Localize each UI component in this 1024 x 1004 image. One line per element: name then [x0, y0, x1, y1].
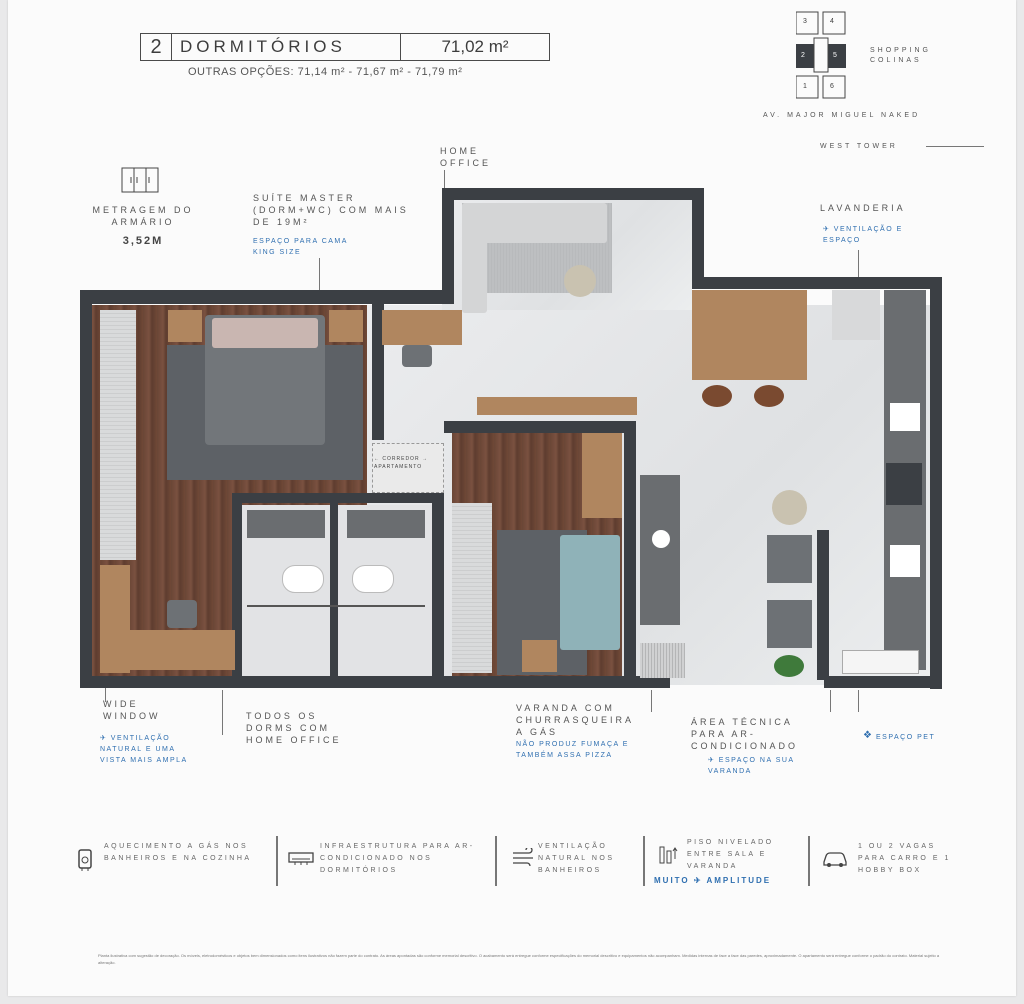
- feature-parking: 1 OU 2 VAGAS PARA CARRO E 1 HOBBY BOX: [858, 843, 951, 874]
- wardrobe-suite: [100, 310, 136, 560]
- armario-value: 3,52M: [122, 235, 164, 247]
- block-6: 6: [830, 83, 834, 90]
- wall-balcony: [817, 530, 829, 680]
- office-chair: [402, 345, 432, 367]
- title-box: [140, 33, 550, 61]
- sink-bath-1: [247, 510, 325, 538]
- bed2-desk: [582, 433, 622, 518]
- air-conditioner-icon: [288, 852, 314, 871]
- feature-floor: PISO NIVELADO ENTRE SALA E VARANDA: [687, 839, 774, 870]
- wall-bath-right: [432, 493, 444, 678]
- divider-1: [276, 836, 278, 886]
- wall-tv-left: [442, 188, 454, 304]
- block-4: 4: [830, 18, 834, 25]
- divider-3: [643, 836, 645, 886]
- wall-bath-middle: [330, 503, 338, 678]
- pet-space: [842, 650, 919, 674]
- wall-bed2-top: [444, 421, 634, 433]
- brochure-sheet: [8, 0, 1016, 996]
- feature-floor-highlight: MUITO ✈ AMPLITUDE: [654, 876, 772, 885]
- wall-bed2-right: [624, 421, 636, 679]
- area-tecnica-note: ✈ ESPAÇO NA SUA VARANDA: [708, 757, 795, 775]
- coffee-table: [564, 265, 596, 297]
- area-options: OUTRAS OPÇÕES: 71,14 m² - 71,67 m² - 71,79 m²: [188, 66, 463, 78]
- lavanderia-label: LAVANDERIA: [820, 203, 906, 213]
- armchair-2: [767, 600, 812, 648]
- dorms-leader: [222, 690, 223, 735]
- corredor-label: ← CORREDOR → APARTAMENTO: [374, 456, 428, 470]
- fridge-sink: [890, 545, 920, 577]
- floor-plan: [72, 185, 944, 690]
- paw-icon: ❖: [863, 730, 872, 741]
- ac-unit: [640, 643, 685, 678]
- side-table: [772, 490, 807, 525]
- balcony-sink: [652, 530, 670, 548]
- tower-line: [926, 146, 984, 147]
- water-heater-icon: [76, 848, 94, 877]
- feature-ventilation: VENTILAÇÃO NATURAL NOS BANHEIROS: [538, 843, 615, 874]
- title-label: DORMITÓRIOS: [172, 34, 401, 60]
- cooktop: [886, 463, 922, 505]
- toilet-2: [352, 565, 394, 593]
- block-3: 3: [803, 18, 807, 25]
- suite-title: SUÍTE MASTER (DORM+WC) COM MAIS DE 19M²: [253, 193, 409, 227]
- block-1: 1: [803, 83, 807, 90]
- sink-bath-2: [347, 510, 425, 538]
- title-number: 2: [141, 34, 172, 60]
- wall-tv-right: [692, 188, 704, 288]
- stool-1: [702, 385, 732, 407]
- pet-leader: [858, 690, 859, 712]
- location-map: [796, 10, 856, 100]
- tv-console: [477, 397, 637, 415]
- suite-desk: [100, 630, 235, 670]
- car-icon: [822, 850, 848, 873]
- avenue-label: AV. MAJOR MIGUEL NAKED: [763, 112, 921, 119]
- shopping-label: SHOPPING COLINAS: [870, 47, 931, 64]
- wall-bottom: [80, 676, 670, 688]
- wall-bottom-right: [824, 676, 942, 688]
- armchair-1: [767, 535, 812, 583]
- nightstand-left: [168, 310, 202, 342]
- block-2: 2: [801, 52, 805, 59]
- suite-chair: [167, 600, 197, 628]
- varanda-label: VARANDA COM CHURRASQUEIRA A GÁS: [516, 703, 634, 737]
- wide-window-label: WIDE WINDOW: [103, 699, 161, 721]
- block-5: 5: [833, 52, 837, 59]
- wall-top-suite: [80, 290, 372, 304]
- varanda-note: NÃO PRODUZ FUMAÇA E TAMBÉM ASSA PIZZA: [516, 741, 629, 759]
- sofa-chaise: [462, 203, 487, 313]
- stool-2: [754, 385, 784, 407]
- suite-note: ESPAÇO PARA CAMA KING SIZE: [253, 238, 348, 256]
- divider-2: [495, 836, 497, 886]
- feature-ac: INFRAESTRUTURA PARA AR-CONDICIONADO NOS DORMITÓRIOS: [320, 843, 475, 874]
- espaco-pet-label: ESPAÇO PET: [876, 734, 936, 741]
- divider-4: [808, 836, 810, 886]
- feature-heating: AQUECIMENTO A GÁS NOS BANHEIROS E NA COZINHA: [104, 843, 252, 862]
- bed2-nightstand: [522, 640, 557, 672]
- wall-bath-top: [232, 493, 442, 503]
- nightstand-right: [329, 310, 363, 342]
- wardrobe-bed2: [452, 503, 492, 673]
- area-tecnica-label: ÁREA TÉCNICA PARA AR-CONDICIONADO: [691, 717, 799, 751]
- tower-label: WEST TOWER: [820, 143, 898, 150]
- office-desk: [382, 310, 462, 345]
- wall-left: [80, 290, 92, 688]
- wind-icon: [511, 848, 537, 871]
- dining-table: [692, 290, 807, 380]
- varanda-leader: [651, 690, 652, 712]
- home-office-label: HOME OFFICE: [440, 146, 491, 168]
- shower-line: [247, 605, 425, 607]
- wall-kitchen-top: [692, 277, 942, 289]
- disclaimer: Planta ilustrativa com sugestão de decoração. Os móveis, eletrodomésticos e objetos bem dimensionados como itens ilustrativos não fazem parte do contrato. As áreas apontadas são conforme memorial descritivo. O acabamento será entregue conforme especificações do memorial descritivo e equipamentos não acompanham. Medidas internas de face a face das paredes, aproximadamente. O apartamento será entregue conforme o padrão do contrato. Material sujeito a alteração.: [98, 953, 940, 965]
- bed2: [560, 535, 620, 650]
- wide-window-note: ✈ VENTILAÇÃO NATURAL E UMA VISTA MAIS AMPLA: [100, 735, 188, 764]
- bed-pillows: [212, 318, 318, 348]
- lavanderia-note: ✈ VENTILAÇÃO E ESPAÇO: [823, 226, 903, 244]
- kitchen-sink: [890, 403, 920, 431]
- plant: [774, 655, 804, 677]
- wall-office-top: [372, 290, 452, 304]
- area-tecnica-leader: [830, 690, 831, 712]
- title-area: 71,02 m²: [441, 37, 509, 56]
- level-floor-icon: [658, 845, 682, 870]
- bbq-counter: [640, 475, 680, 625]
- toilet-1: [282, 565, 324, 593]
- washing-machine: [832, 290, 880, 340]
- armario-title: METRAGEM DO ARMÁRIO: [92, 205, 194, 227]
- wall-right: [930, 277, 942, 689]
- todos-dorms-label: TODOS OS DORMS COM HOME OFFICE: [246, 711, 342, 745]
- wall-tv-top: [442, 188, 692, 200]
